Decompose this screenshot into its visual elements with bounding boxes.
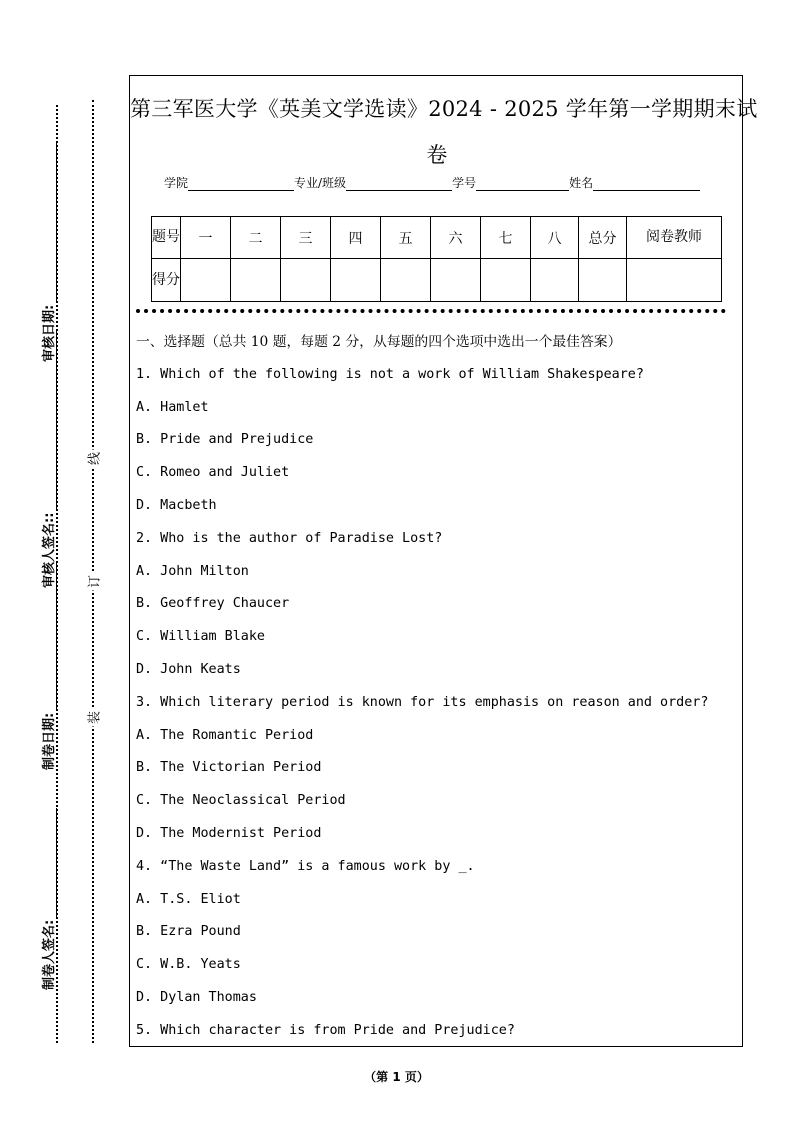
score-header-4: 四 xyxy=(331,217,381,259)
student-id-blank[interactable] xyxy=(476,176,569,191)
score-header-3: 三 xyxy=(281,217,331,259)
major-class-label: 专业/班级 xyxy=(294,176,347,190)
question-option: C. W.B. Yeats xyxy=(136,957,241,973)
reviewer-signature-field xyxy=(38,331,57,588)
binding-mark-zhuang: 装 xyxy=(84,709,103,727)
score-header-5: 五 xyxy=(381,217,431,259)
binding-mark-ding: 订 xyxy=(84,573,103,591)
page-footer: （第 1 页） xyxy=(364,1070,429,1084)
name-blank[interactable] xyxy=(593,176,700,191)
score-row-label: 得分 xyxy=(152,259,181,302)
exam-title-line1: 第三军医大学《英美文学选读》2024 - 2025 学年第一学期期末试 xyxy=(130,97,758,121)
paper-date-field xyxy=(38,561,57,770)
review-date-label: 审核日期: xyxy=(42,304,57,362)
exam-title xyxy=(130,86,758,178)
score-cell-8[interactable] xyxy=(531,259,579,302)
question-option: B. The Victorian Period xyxy=(136,760,322,776)
score-table-value-row xyxy=(152,259,722,302)
binding-mark-xian: 线 xyxy=(84,450,103,468)
question-stem: 5. Which character is from Pride and Prejudice? xyxy=(136,1022,515,1038)
question-stem: 2. Who is the author of Paradise Lost? xyxy=(136,530,443,546)
reviewer-signature-label: 审核人签名:: xyxy=(42,512,57,588)
exam-paper-frame xyxy=(129,75,758,1047)
questions-content xyxy=(136,326,736,1048)
question-option: B. Geoffrey Chaucer xyxy=(136,596,290,612)
section-divider xyxy=(136,309,726,313)
score-cell-5[interactable] xyxy=(381,259,431,302)
score-cell-6[interactable] xyxy=(431,259,481,302)
question-number-label: 题号 xyxy=(152,217,181,259)
exam-title-line2: 卷 xyxy=(426,143,448,167)
question-option: C. The Neoclassical Period xyxy=(136,793,346,809)
question-option: D. Macbeth xyxy=(136,497,217,513)
student-id-label: 学号 xyxy=(452,176,477,190)
question-stem: 4. “The Waste Land” is a famous work by _. xyxy=(136,858,475,874)
question-option: A. Hamlet xyxy=(136,399,209,415)
score-header-8: 八 xyxy=(531,217,579,259)
question-option: B. Pride and Prejudice xyxy=(136,432,314,448)
major-class-blank[interactable] xyxy=(346,176,452,191)
grader-cell[interactable] xyxy=(627,259,722,302)
score-header-2: 二 xyxy=(231,217,281,259)
total-score-cell[interactable] xyxy=(579,259,627,302)
question-option: D. The Modernist Period xyxy=(136,825,322,841)
score-cell-1[interactable] xyxy=(181,259,231,302)
college-blank[interactable] xyxy=(188,176,294,191)
paper-maker-signature-label: 制卷人签名: xyxy=(42,919,57,990)
reviewer-signature-blank[interactable] xyxy=(42,331,57,511)
binding-margin xyxy=(0,0,125,1122)
paper-maker-signature-blank[interactable] xyxy=(42,808,57,918)
question-stem: 3. Which literary period is known for its emphasis on reason and order? xyxy=(136,694,709,710)
score-header-1: 一 xyxy=(181,217,231,259)
score-header-6: 六 xyxy=(431,217,481,259)
student-info-row xyxy=(164,174,700,191)
question-option: D. John Keats xyxy=(136,661,241,677)
paper-maker-signature-field xyxy=(38,808,57,990)
review-date-blank[interactable] xyxy=(42,143,57,303)
question-option: B. Ezra Pound xyxy=(136,924,241,940)
college-label: 学院 xyxy=(164,176,189,190)
question-option: A. John Milton xyxy=(136,563,249,579)
question-stem: 1. Which of the following is not a work of William Shakespeare? xyxy=(136,366,644,382)
score-header-7: 七 xyxy=(481,217,531,259)
name-label: 姓名 xyxy=(569,176,594,190)
question-option: A. T.S. Eliot xyxy=(136,891,241,907)
total-score-header: 总分 xyxy=(579,217,627,259)
score-cell-4[interactable] xyxy=(331,259,381,302)
review-date-field xyxy=(38,143,57,362)
score-cell-3[interactable] xyxy=(281,259,331,302)
section-heading: 一、选择题（总共 10 题，每题 2 分，从每题的四个选项中选出一个最佳答案） xyxy=(136,334,622,350)
paper-date-label: 制卷日期: xyxy=(42,712,57,770)
question-option: D. Dylan Thomas xyxy=(136,989,257,1005)
question-option: C. William Blake xyxy=(136,629,265,645)
binding-dotted-line xyxy=(92,100,94,1043)
question-option: A. The Romantic Period xyxy=(136,727,314,743)
score-cell-2[interactable] xyxy=(231,259,281,302)
score-table-header-row xyxy=(152,217,722,259)
paper-date-blank[interactable] xyxy=(42,561,57,711)
grader-header: 阅卷教师 xyxy=(627,217,722,259)
score-cell-7[interactable] xyxy=(481,259,531,302)
question-option: C. Romeo and Juliet xyxy=(136,465,290,481)
score-table xyxy=(151,216,722,302)
